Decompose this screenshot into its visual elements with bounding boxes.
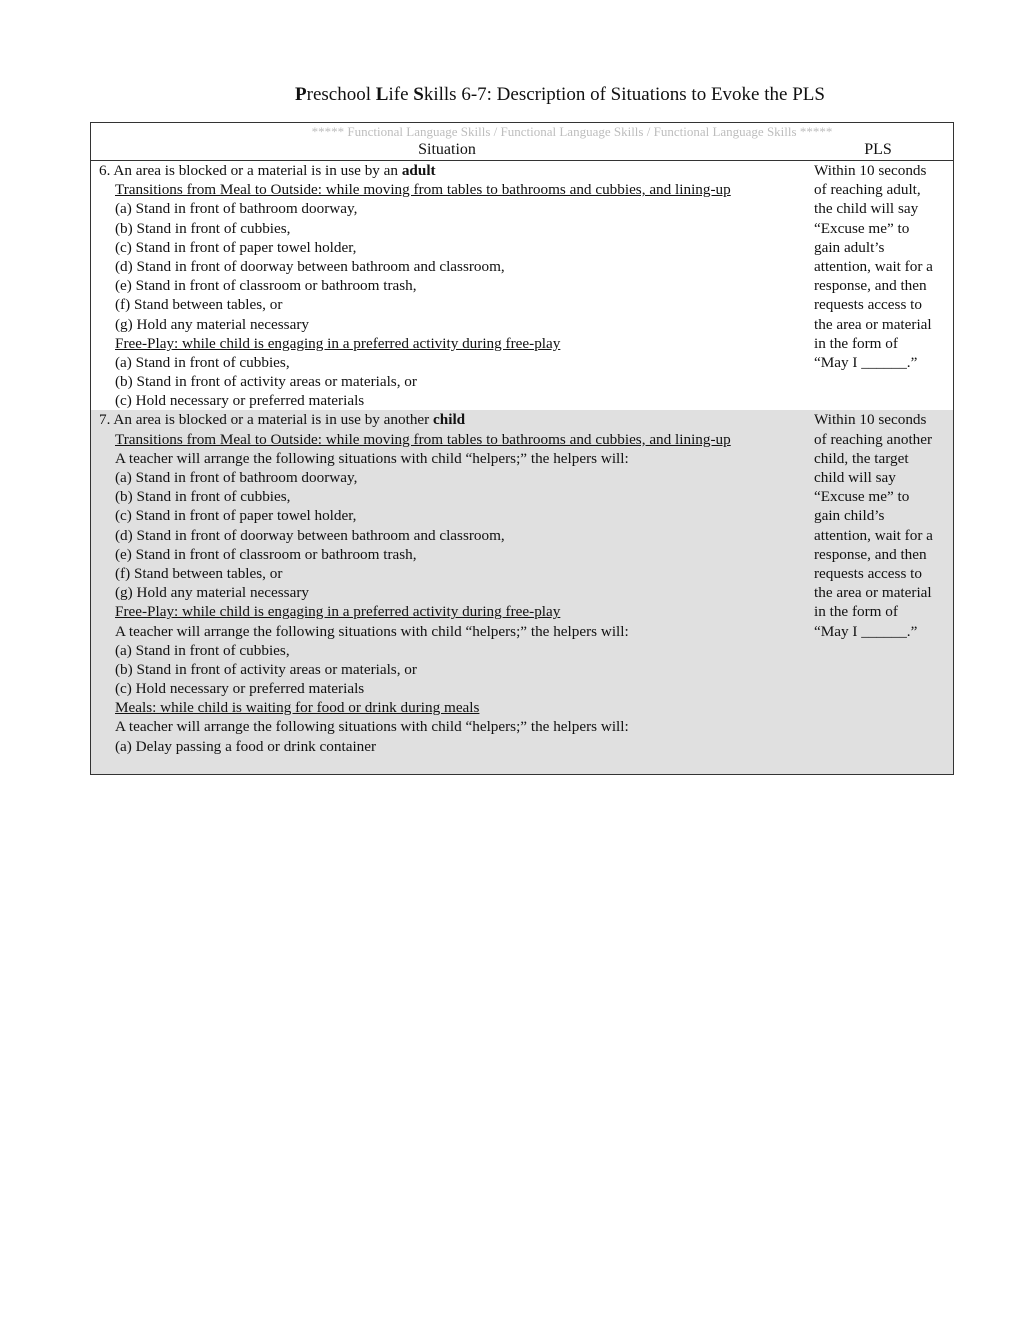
situation-header: Situation xyxy=(418,141,476,158)
title-initial-s: S xyxy=(413,84,424,105)
situations-table xyxy=(90,122,954,775)
pls-line: the child will say xyxy=(814,200,919,218)
table-banner: ***** Functional Language Skills / Functional Language Skills / Functional Language Skills ***** xyxy=(311,124,833,139)
pls-line: child will say xyxy=(814,469,896,486)
pls-line: response, and then xyxy=(814,545,927,563)
row-lead: 6. An area is blocked or a material is in use by an adult xyxy=(99,162,436,179)
table-row xyxy=(91,410,953,773)
list-item: (a) Delay passing a food or drink container xyxy=(115,737,377,755)
list-item: (g) Hold any material necessary xyxy=(115,315,309,333)
pls-line: “May I ______.” xyxy=(814,622,918,640)
title-initial-p: P xyxy=(295,84,307,105)
pls-line: the area or material xyxy=(814,315,932,333)
list-item: (f) Stand between tables, or xyxy=(115,564,283,582)
list-item: (a) Stand in front of cubbies, xyxy=(115,353,290,371)
list-item: (g) Hold any material necessary xyxy=(115,584,309,602)
list-item: (b) Stand in front of activity areas or materials, or xyxy=(115,373,417,391)
page-title xyxy=(0,83,1024,107)
list-item: (a) Stand in front of bathroom doorway, xyxy=(115,200,358,218)
table-row xyxy=(91,161,953,410)
pls-line: requests access to xyxy=(814,564,922,582)
pls-line: “May I ______.” xyxy=(814,353,918,371)
list-item: (c) Hold necessary or preferred materials xyxy=(115,680,365,698)
pls-line: in the form of xyxy=(814,334,898,352)
situation-cell xyxy=(91,161,807,410)
list-item: (b) Stand in front of activity areas or materials, or xyxy=(115,660,417,678)
list-item: (e) Stand in front of classroom or bathroom trash, xyxy=(115,277,417,295)
list-item: (b) Stand in front of cubbies, xyxy=(115,488,291,506)
context-heading: Transitions from Meal to Outside: while moving from tables to bathrooms and cubbies, and lining-up xyxy=(115,181,731,199)
pls-cell xyxy=(807,410,953,755)
pls-line: in the form of xyxy=(814,603,898,621)
list-item: A teacher will arrange the following situations with child “helpers;” the helpers will: xyxy=(115,449,629,467)
list-item: (d) Stand in front of doorway between bathroom and classroom, xyxy=(115,526,505,544)
list-item: (a) Stand in front of cubbies, xyxy=(115,641,290,659)
pls-line: response, and then xyxy=(814,277,927,295)
pls-cell xyxy=(807,161,953,410)
title-initial-l: L xyxy=(375,84,389,105)
pls-line: of reaching adult, xyxy=(814,181,921,199)
pls-line: Within 10 seconds xyxy=(814,411,927,429)
pls-line: child, the target xyxy=(814,449,909,467)
list-item: (d) Stand in front of doorway between bathroom and classroom, xyxy=(115,257,505,275)
list-item: A teacher will arrange the following situations with child “helpers;” the helpers will: xyxy=(115,622,629,640)
list-item: (a) Stand in front of bathroom doorway, xyxy=(115,469,358,486)
situation-cell xyxy=(91,410,807,755)
pls-line: attention, wait for a xyxy=(814,526,933,544)
pls-line: attention, wait for a xyxy=(814,257,933,275)
list-item: (b) Stand in front of cubbies, xyxy=(115,219,291,237)
list-item: (f) Stand between tables, or xyxy=(115,296,283,314)
list-item: A teacher will arrange the following situations with child “helpers;” the helpers will: xyxy=(115,718,629,736)
list-item: (c) Stand in front of paper towel holder, xyxy=(115,507,357,525)
pls-line: “Excuse me” to xyxy=(814,219,910,237)
list-item: (c) Hold necessary or preferred materials xyxy=(115,392,365,410)
title-part: kills 6-7: Description of Situations to Evoke the PLS xyxy=(423,84,825,105)
context-heading: Transitions from Meal to Outside: while moving from tables to bathrooms and cubbies, and lining-up xyxy=(115,430,731,448)
title-part: ife xyxy=(388,84,414,105)
row-lead: 7. An area is blocked or a material is in use by another child xyxy=(99,411,466,429)
pls-line: the area or material xyxy=(814,584,932,602)
pls-header: PLS xyxy=(864,141,892,158)
title-part: reschool xyxy=(306,84,376,105)
pls-line: gain child’s xyxy=(814,507,885,525)
pls-line: requests access to xyxy=(814,296,922,314)
table-header xyxy=(91,140,953,161)
context-heading: Free-Play: while child is engaging in a preferred activity during free-play xyxy=(115,603,561,621)
context-heading: Meals: while child is waiting for food or drink during meals xyxy=(115,699,480,717)
pls-line: of reaching another xyxy=(814,430,933,448)
context-heading: Free-Play: while child is engaging in a preferred activity during free-play xyxy=(115,334,561,352)
pls-line: gain adult’s xyxy=(814,238,885,256)
pls-line: Within 10 seconds xyxy=(814,162,927,179)
pls-line: “Excuse me” to xyxy=(814,488,910,506)
list-item: (e) Stand in front of classroom or bathroom trash, xyxy=(115,545,417,563)
list-item: (c) Stand in front of paper towel holder, xyxy=(115,238,357,256)
